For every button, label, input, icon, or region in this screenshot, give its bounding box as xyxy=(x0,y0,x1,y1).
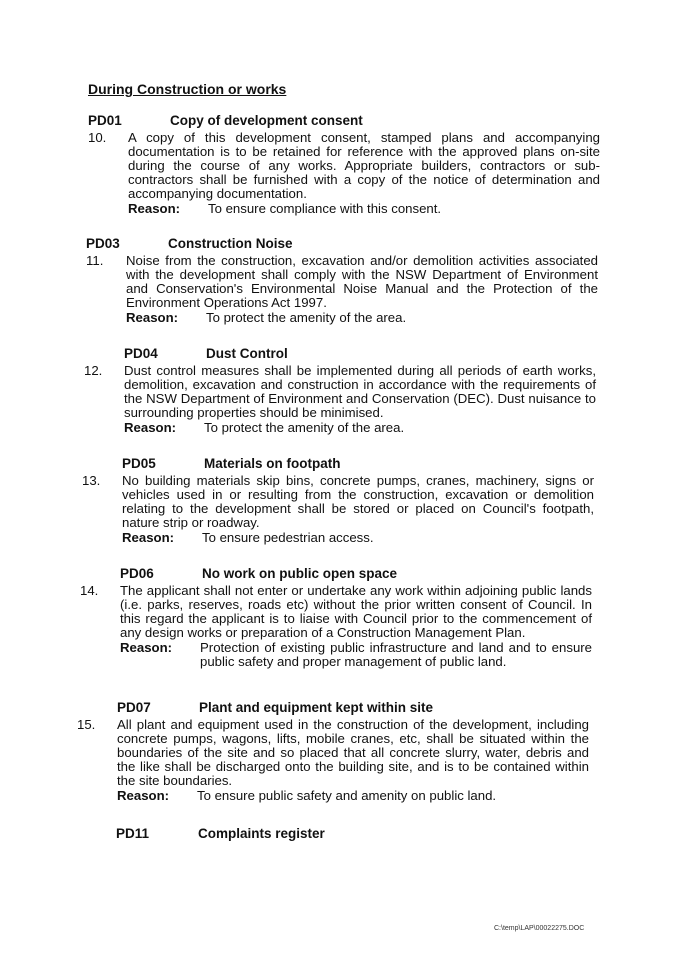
reason-text: To protect the amenity of the area. xyxy=(204,420,405,435)
condition-text: No building materials skip bins, concrete pumps, cranes, machinery, signs or vehicles used in or resulting from the construction, excavation or demolition relating to the development shall be stored or placed on Council's footpath, nature strip or roadway. xyxy=(122,473,594,530)
condition-code: PD01 xyxy=(88,113,122,128)
condition-pd07 xyxy=(77,700,589,803)
condition-pd04 xyxy=(84,346,596,435)
condition-title: Dust Control xyxy=(206,346,288,361)
condition-pd06 xyxy=(80,566,592,669)
condition-number: 14. xyxy=(80,583,99,598)
condition-number: 15. xyxy=(77,717,96,732)
condition-text: All plant and equipment used in the construction of the development, including concrete pumps, wagons, lifts, mobile cranes, etc, shall be situated within the boundaries of the site and so placed that all concrete slurry, water, debris and the like shall be discharged onto the building site, and is to be contained within the site boundaries. xyxy=(117,717,589,788)
condition-text: The applicant shall not enter or undertake any work within adjoining public lands (i.e. parks, reserves, roads etc) without the prior written consent of Council. In this regard the applicant is to liaise with Council prior to the commencement of any design works or preparation of a Construction Management Plan. xyxy=(120,583,592,640)
reason-text: To ensure public safety and amenity on public land. xyxy=(197,788,497,803)
condition-number: 12. xyxy=(84,363,103,378)
condition-code: PD03 xyxy=(86,236,120,251)
condition-code: PD04 xyxy=(124,346,158,361)
condition-title: Materials on footpath xyxy=(204,456,341,471)
condition-text: Noise from the construction, excavation and/or demolition activities associated with the development shall comply with the NSW Department of Environment and Conservation's Environmental Noise Manual and the Protection of the Environment Operations Act 1997. xyxy=(126,253,598,310)
reason-label: Reason: xyxy=(124,420,177,435)
condition-title: Complaints register xyxy=(198,826,325,841)
condition-code: PD06 xyxy=(120,566,154,581)
condition-code: PD07 xyxy=(117,700,151,715)
reason-text: To ensure pedestrian access. xyxy=(202,530,374,545)
reason-label: Reason: xyxy=(126,310,179,325)
condition-title: No work on public open space xyxy=(202,566,398,581)
condition-text: A copy of this development consent, stamped plans and accompanying documentation is to be retained for reference with the approved plans on-site during the course of any works. Appropriate builders, contractors or sub-contractors shall be furnished with a copy of the notice of determination and accompanying documentation. xyxy=(128,130,600,201)
reason-text: Protection of existing public infrastructure and land and to ensure public safety and proper management of public land. xyxy=(200,640,592,669)
condition-pd11 xyxy=(116,826,588,844)
condition-pd01 xyxy=(88,113,600,216)
reason-text: To protect the amenity of the area. xyxy=(206,310,407,325)
condition-number: 10. xyxy=(88,130,107,145)
condition-title: Plant and equipment kept within site xyxy=(199,700,434,715)
condition-code: PD11 xyxy=(116,826,150,841)
condition-title: Copy of development consent xyxy=(170,113,363,128)
condition-pd05 xyxy=(82,456,594,545)
condition-number: 13. xyxy=(82,473,101,488)
reason-label: Reason: xyxy=(128,201,181,216)
section-heading: During Construction or works xyxy=(88,81,287,97)
reason-label: Reason: xyxy=(117,788,170,803)
condition-pd03 xyxy=(86,236,598,325)
reason-label: Reason: xyxy=(122,530,175,545)
condition-title: Construction Noise xyxy=(168,236,293,251)
reason-label: Reason: xyxy=(120,640,173,655)
condition-code: PD05 xyxy=(122,456,156,471)
condition-text: Dust control measures shall be implemented during all periods of earth works, demolition, excavation and construction in accordance with the requirements of the NSW Department of Environment and Conservation (DEC). Dust nuisance to surrounding properties should be minimised. xyxy=(124,363,596,420)
reason-text: To ensure compliance with this consent. xyxy=(208,201,442,216)
file-path-footer: C:\temp\LAP\00022275.DOC xyxy=(494,925,585,932)
condition-number: 11. xyxy=(86,253,104,268)
